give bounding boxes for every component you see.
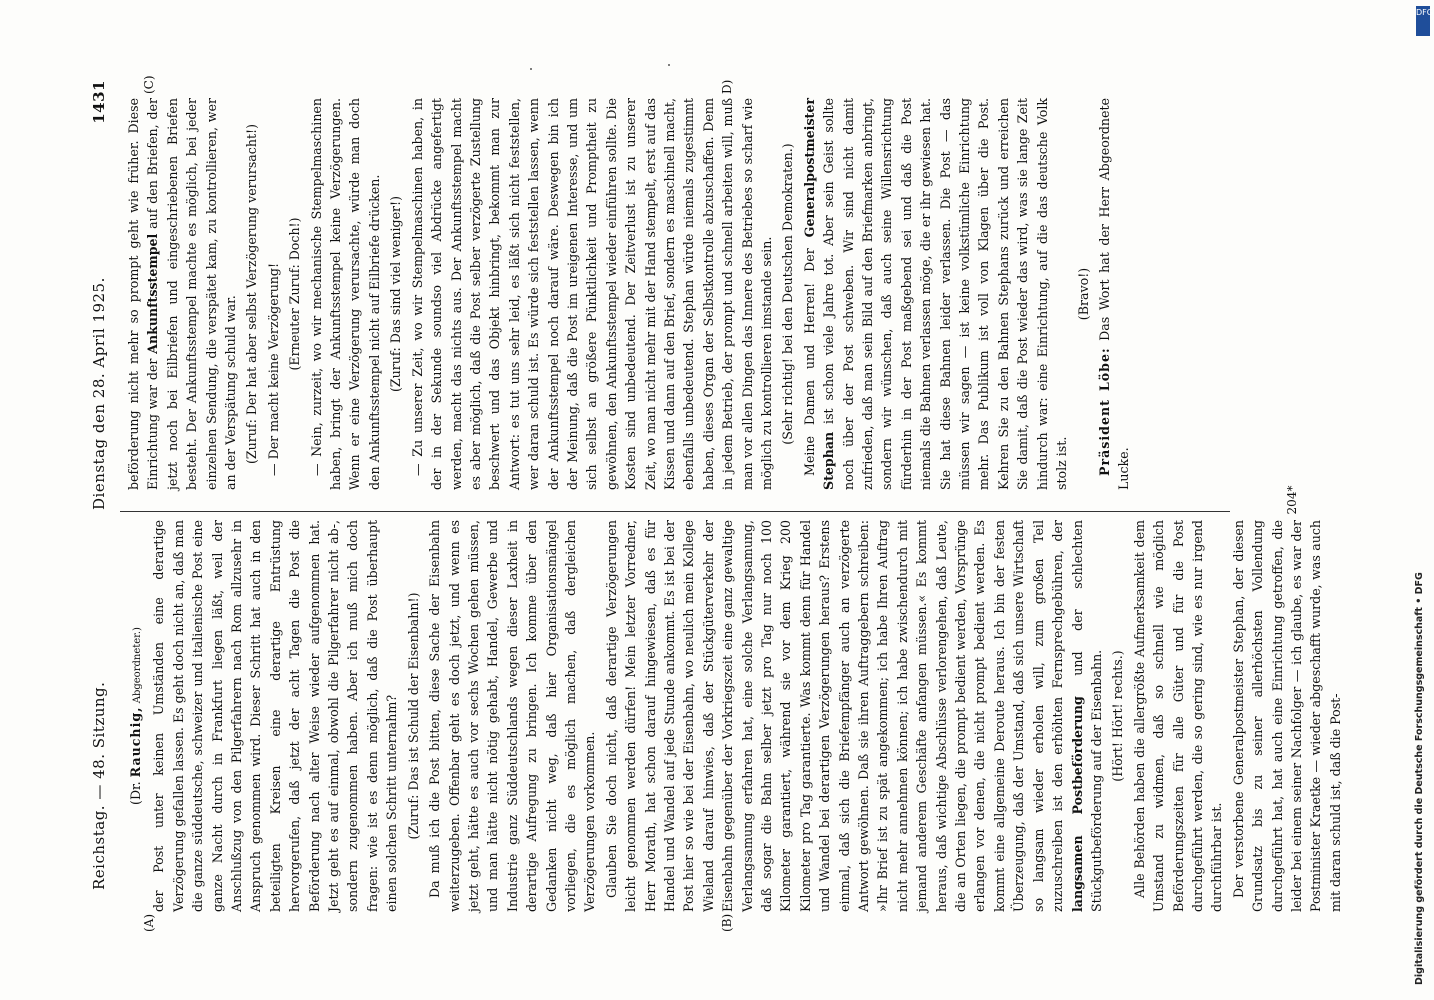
left-column [124,520,1343,912]
emphasis: Generalpostmeister Stephan [801,98,837,490]
header-session: Reichstag. — 48. Sitzung. [90,681,108,890]
dfg-credit-text: Digitalisierung gefördert durch die Deutsche Forschungsgemeinschaft • DFG [1414,572,1425,985]
paragraph: der Post unter keinen Umständen eine derartige Verzögerung gefallen lassen. Es geht doch nicht an, daß man die ganze süddeutsche, schweizer und italienische Post eine ganze Nacht durch in Frankfurt liegen läßt, weil der Anschlußzug von den Pilgerfahrern nach Rom allzusehr in Anspruch genommen wird. Dieser Schritt hat auch in den beteiligten Kreisen eine derartige Entrüstung hervorgerufen, daß jetzt der acht Tagen die Post die Beförderung nach alter Weise wieder aufgenommen hat. Jetzt geht es auf einmal, obwohl die Pilgerfahrer nicht ab-, sondern zugenommen haben. Aber ich muß mich doch fragen: wie ist es denn möglich, daß die Post überhaupt einen solchen Schritt unternahm? [151,520,400,912]
speaker-role: Abgeordneter.) [132,627,143,707]
interjection: (Erneuter Zuruf: Doch!) [287,217,303,371]
paragraph: Da muß ich die Post bitten, diese Sache der Eisenbahn weiterzugeben. Offenbar geht es doch jetzt, und wenn es jetzt geht, hätte es auch vor sechs Wochen gehen müssen, und man hätte nicht nötig gehabt, Handel, Gewerbe und Industrie ganz Süddeutschlands wegen dieser Laxheit in derartige Aufregung zu bringen. Ich komme über den Gedanken nicht weg, daß hier Organisationsmängel vorliegen, die es möglich machen, daß dergleichen Verzögerungen vorkommen. [427,520,598,912]
page-number: 1431 [90,80,108,124]
paragraph [602,520,1107,912]
paragraph [124,98,240,490]
speaker-line [126,520,147,912]
paragraph [1095,98,1134,490]
interjection: (Bravo!) [1075,267,1091,321]
paragraph-text: und der schlechten Stückgutbeförderung auf der Eisenbahn. [1069,520,1104,912]
header-date: Dienstag den 28. April 1925. [90,277,108,510]
right-column [124,98,1274,490]
emphasis: Ankunftsstempel [145,233,161,354]
paragraph: — Zu unserer Zeit, wo wir Stempelmaschinen haben, in der in der Sekunde soundso viel Abdrücke angefertigt werden, macht das nichts aus. Der Ankunftsstempel macht es aber möglich, daß die Post selber verzögerte Zustellung beschwert und das Objekt hinbringt, bekommt man zur Antwort: es tut uns sehr leid, es läßt sich nicht feststellen, wer daran schuld ist. Es würde sich feststellen lassen, wenn der Ankunftsstempel noch darauf wäre. Deswegen bin ich der Meinung, daß die Post im ureigenen Interesse, und um sich selbst an größere Pünktlichkeit und Promptheit zu gewöhnen, den Ankunftsstempel wieder einführen sollte. Die Kosten sind unbedeutend. Der Zeitverlust ist zu unserer Zeit, wo man nicht mehr mit der Hand stempelt, erst auf das Kissen und dann auf den Brief, sondern es maschinell macht, ebenfalls unbedeutend. Stephan würde niemals zugestimmt haben, dieses Organ der Selbstkontrolle abzuschaffen. Denn in jedem Betrieb, der prompt und schnell arbeiten will, muß man vor allen Dingen das Innere des Betriebes so scharf wie möglich zu kontrollieren imstande sein. [409,98,774,490]
signature-mark: 204* [1285,485,1299,515]
president-name: Präsident Löbe: [1096,347,1112,476]
interjection: (Hört! Hört! rechts.) [1110,650,1126,782]
scan-speck [530,68,532,70]
paragraph-text: Das Wort hat der Herr Abgeordnete Lucke. [1096,98,1132,490]
scan-speck [668,64,670,66]
column-divider [120,511,1230,512]
dfg-attribution [1412,0,1434,1000]
paragraph-text: Meine Damen und Herren! Der [801,237,817,476]
margin-mark-c: (C) [142,75,156,94]
interjection: (Zuruf: Das ist Schuld der Eisenbahn!) [405,592,421,840]
paragraph: Alle Behörden haben die allergrößte Aufmerksamkeit dem Umstand zu widmen, daß so schnell wie möglich Beförderungszeiten für alle Güter und für die Post durchgeführt werden, die so gering sind, wie es nur irgend durchführbar ist. [1131,520,1225,912]
page-header [80,70,120,930]
rotated-page-content [80,70,1343,932]
paragraph-text: auf den Briefen, der jetzt noch bei Eilbriefen und eingeschriebenen Briefen besteht. Der Ankunftsstempel machte es möglich, bei jeder einzelnen Sendung, die verspätet kam, zu kontrollieren, wer an der Verspätung schuld war. [145,98,239,490]
interjection: (Zuruf: Der hat aber selbst Verzögerung verursacht!) [244,124,260,464]
paragraph: — Nein, zurzeit, wo wir mechanische Stempelmaschinen haben, bringt der Ankunftsstempel keine Verzögerungen. Wenn er eine Verzögerung verursachte, würde man doch den Ankunftsstempel nicht auf Eilbriefe drücken. [308,98,382,490]
paragraph-text: ist schon viele Jahre tot. Aber sein Geist sollte noch über der Post schweben. Wir sind nicht damit zufrieden, daß man sein Bild auf den Briefmarken anbringt, sondern wir wünschen, daß auch seine Willensrichtung fürderhin in der Post maßgebend sei und daß die Post niemals die Bahnen verlassen möge, die er ihr gewiesen hat. Sie hat diese Bahnen leider verlassen. Die Post — das müssen wir sagen — ist keine volkstümliche Einrichtung mehr. Das Publikum ist voll von Klagen über die Post. Kehren Sie zu den Bahnen Stephans zurück und erreichen Sie damit, daß die Post wieder das wird, was sie lange Zeit hindurch war: eine Einrichtung, auf die das deutsche Volk stolz ist. [821,98,1070,490]
speaker-name: Rauchig, [128,706,143,778]
paragraph: Der verstorbene Generalpostmeister Stephan, der diesen Grundsatz bis zu seiner allerhöchsten Vollendung durchgeführt hat, hat auch eine Einrichtung getroffen, die leider bei einem seiner Nachfolger — ich glaube, es war der Postminister Kraetke — wieder abgeschafft wurde, was auch mit daran schuld ist, daß die Post- [1230,520,1343,912]
margin-mark-b: (B) [720,913,734,932]
margin-mark-d: D) [720,79,734,94]
paragraph [800,98,1072,490]
margin-mark-a: (A) [142,913,156,932]
paragraph: — Der macht keine Verzögerung! [265,262,281,476]
paragraph-text: Glauben Sie doch nicht, daß derartige Verzögerungen leicht genommen werden dürfen! Mein letzter Vorredner, Herr Morath, hat schon darauf hingewiesen, daß es für Handel und Wandel auf jede Stunde ankommt. Es ist bei der Post hier so wie bei der Eisenbahn, wo neulich mein Kollege Wieland darauf hinwies, daß der Stückgüterverkehr der Eisenbahn gegenüber der Vorkriegszeit eine ganz gewaltige Verlangsamung erfahren hat, eine solche Verlangsamung, daß sogar die Bahn selber jetzt pro Tag nur noch 100 Kilometer garantiert, während sie vor dem Krieg 200 Kilometer pro Tag garantierte. Was kommt denn für Handel und Wandel bei derartigen Verzögerungen heraus? Erstens einmal, daß sich die Briefempfänger auch an verzögerte Antwort gewöhnen. Daß sie ihren Auftraggebern schreiben: »Ihr Brief ist zu spät angekommen; ich habe Ihren Auftrag nicht mehr annehmen können; ich habe zwischendurch mit jemand anderem Geschäfte anfangen müssen.« Es kommt heraus, daß wichtige Abschlüsse verlorengehen, daß Leute, die an Orten liegen, die prompt bedient werden, Vorsprünge erlangen vor denen, die nicht prompt bedient werden. Es kommt eine allgemeine Deroute heraus. Ich bin der festen Überzeugung, daß der Umstand, daß sich unsere Wirtschaft so langsam wieder erholen will, zum großen Teil zuzuschreiben ist den erhöhten Fernsprechgebühren, der [603,520,1066,912]
interjection: (Zuruf: Das sind viel weniger!) [388,195,404,393]
paragraph-text: beförderung nicht mehr so prompt geht wie früher. Diese Einrichtung war der [126,98,161,490]
speaker-prefix: (Dr. [128,777,143,805]
dfg-logo: DFG [1416,6,1430,36]
emphasis: langsamen Postbeförderung [1069,696,1085,912]
interjection: (Sehr richtig! bei den Deutschen Demokraten.) [780,143,796,445]
